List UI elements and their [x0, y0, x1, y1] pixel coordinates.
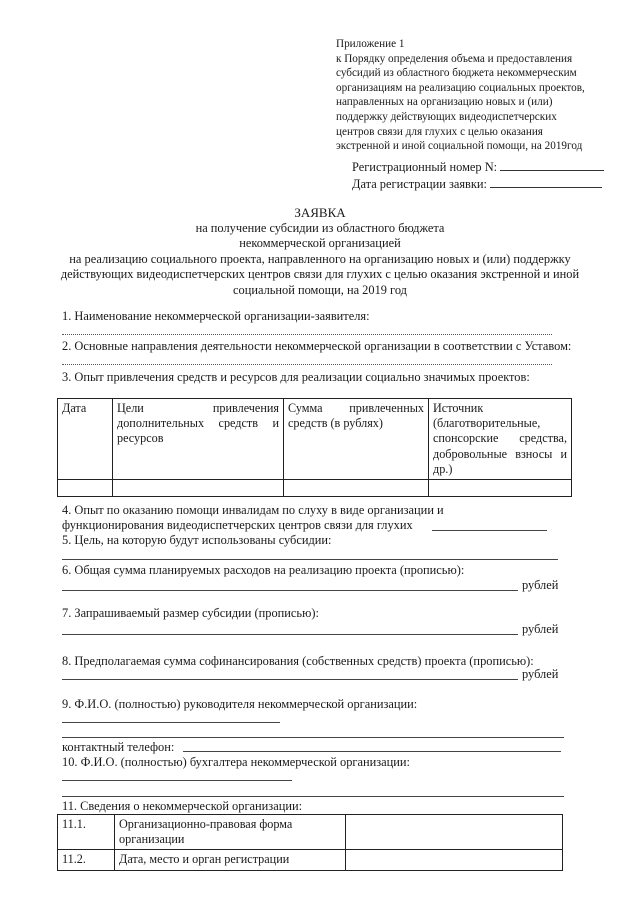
- title-line: социальной помощи, на 2019 год: [233, 282, 407, 297]
- appendix-block: [336, 37, 585, 154]
- item-6-field[interactable]: [62, 590, 518, 591]
- item-9-label: 9. Ф.И.О. (полностью) руководителя некоммерческой организации:: [62, 697, 418, 711]
- header-date: Дата: [58, 399, 113, 480]
- item-7-label: 7. Запрашиваемый размер субсидии (прописью):: [62, 606, 319, 620]
- item-4-field[interactable]: [432, 530, 547, 531]
- document-title: [0, 205, 640, 299]
- header-source: Источник (благотворительные, спонсорские средства, добровольные взносы и др.): [429, 399, 572, 480]
- row-value[interactable]: [346, 815, 563, 850]
- appendix-line: субсидий из областного бюджета некоммерческим: [336, 67, 577, 80]
- appendix-line: организациям на реализацию социальных проектов,: [336, 81, 585, 94]
- document-heading: ЗАЯВКА: [294, 205, 346, 220]
- item-2-label: 2. Основные направления деятельности некоммерческой организации в соответствии с Уставом:: [62, 339, 572, 353]
- item-4-label-line1: 4. Опыт по оказанию помощи инвалидам по слуху в виде организации и: [62, 503, 444, 517]
- registration-number-field[interactable]: [500, 160, 604, 171]
- registration-date-field[interactable]: [490, 177, 602, 188]
- header-sum: Сумма привлеченных средств (в рублях): [284, 399, 429, 480]
- item-6-unit: рублей: [522, 578, 559, 592]
- item-6-label: 6. Общая сумма планируемых расходов на реализацию проекта (прописью):: [62, 563, 465, 577]
- item-10-field[interactable]: [62, 780, 292, 781]
- item-3-label: 3. Опыт привлечения средств и ресурсов для реализации социально значимых проектов:: [62, 370, 530, 384]
- registration-number: [352, 160, 604, 175]
- experience-table: [57, 398, 572, 497]
- title-line: на реализацию социального проекта, направленного на организацию новых и (или) поддержку: [69, 251, 571, 266]
- table-cell[interactable]: [58, 480, 113, 497]
- table-row: [58, 850, 563, 870]
- item-8-field[interactable]: [62, 679, 518, 680]
- appendix-line: к Порядку определения объема и предоставления: [336, 52, 573, 65]
- table-cell[interactable]: [113, 480, 284, 497]
- row-label: Дата, место и орган регистрации: [115, 850, 346, 870]
- table-header-row: [58, 399, 572, 480]
- table-row: [58, 815, 563, 850]
- item-10-field-2[interactable]: [62, 796, 564, 797]
- phone-field[interactable]: [183, 751, 561, 752]
- title-line: действующих видеодиспетчерских центров связи для глухих с целью оказания экстренной и иной: [60, 267, 580, 282]
- appendix-line: направленных на организацию новых и (или): [336, 96, 553, 109]
- table-cell[interactable]: [284, 480, 429, 497]
- appendix-line: Приложение 1: [336, 38, 405, 50]
- appendix-line: экстренной и иной социальной помощи, на 2019год: [336, 140, 583, 153]
- title-line: некоммерческой организацией: [239, 236, 401, 251]
- item-8-label: 8. Предполагаемая сумма софинансирования (собственных средств) проекта (прописью):: [62, 654, 534, 668]
- item-4-label-line2: функционирования видеодиспетчерских центров связи для глухих: [62, 518, 413, 532]
- phone-label: контактный телефон:: [62, 740, 175, 754]
- item-1-field[interactable]: [62, 334, 552, 335]
- item-5-field[interactable]: [62, 559, 558, 560]
- item-7-field[interactable]: [62, 634, 518, 635]
- item-2-field[interactable]: [62, 364, 552, 365]
- item-11-label: 11. Сведения о некоммерческой организации:: [62, 799, 303, 813]
- item-7-unit: рублей: [522, 622, 559, 636]
- table-row: [58, 480, 572, 497]
- row-number: 11.1.: [58, 815, 115, 850]
- row-number: 11.2.: [58, 850, 115, 870]
- registration-date-label: Дата регистрации заявки:: [352, 177, 487, 191]
- registration-date: [352, 177, 602, 192]
- item-8-unit: рублей: [522, 667, 559, 681]
- item-9-field-2[interactable]: [62, 737, 564, 738]
- item-9-field[interactable]: [62, 722, 280, 723]
- registration-number-label: Регистрационный номер N:: [352, 160, 498, 174]
- appendix-line: центров связи для глухих с целью оказания: [336, 125, 543, 138]
- header-goals: Цели привлечения дополнительных средств и ресурсов: [113, 399, 284, 480]
- row-value[interactable]: [346, 850, 563, 870]
- table-cell[interactable]: [429, 480, 572, 497]
- item-10-label: 10. Ф.И.О. (полностью) бухгалтера некоммерческой организации:: [62, 755, 410, 769]
- organization-info-table: [57, 814, 563, 871]
- title-line: на получение субсидии из областного бюджета: [195, 220, 445, 235]
- appendix-line: поддержку действующих видеодиспетчерских: [336, 110, 557, 123]
- item-5-label: 5. Цель, на которую будут использованы субсидии:: [62, 533, 332, 547]
- row-label: Организационно-правовая форма организации: [115, 815, 346, 850]
- item-1-label: 1. Наименование некоммерческой организации-заявителя:: [62, 309, 370, 323]
